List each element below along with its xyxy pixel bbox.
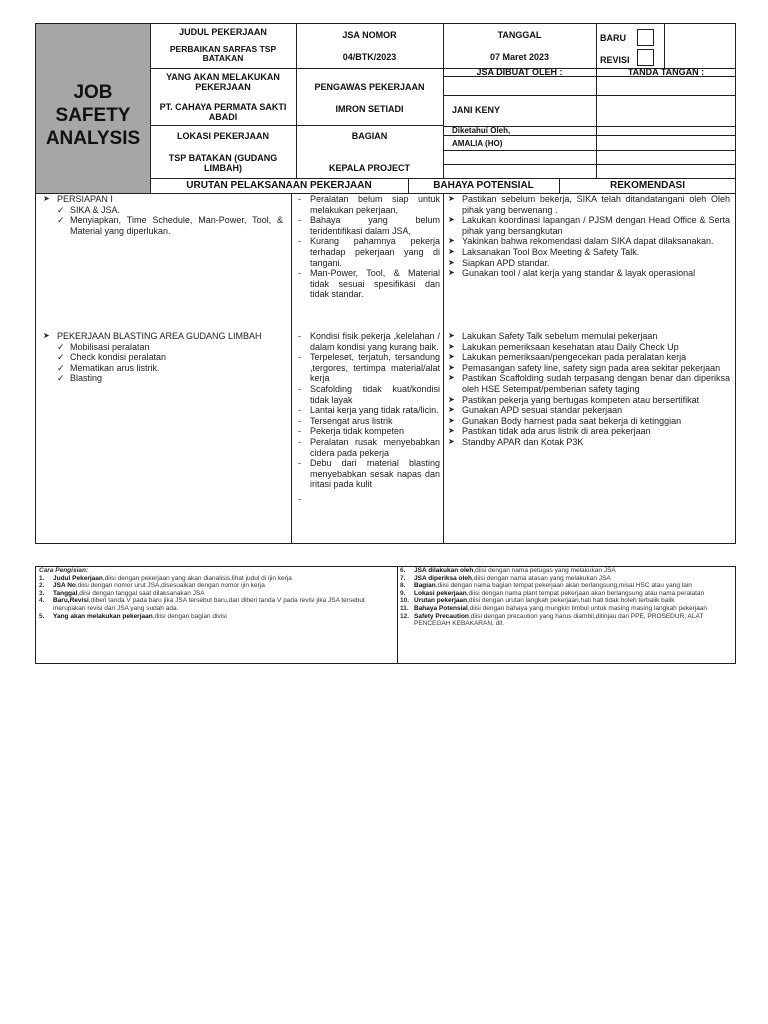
hazard-item <box>296 494 440 504</box>
hazard-item: - Terpeleset, terjatuh, tersandung ,tergores, tertimpa material/alat kerja <box>296 352 440 384</box>
instruction-text: ,diisi dengan urutan langkah pekerjaan,hati hati tidak boleh terbalik balik <box>467 597 675 605</box>
instruction-number: 7. <box>400 574 406 582</box>
substep: ✓ SIKA & JSA. <box>57 205 283 216</box>
lokasi-label: LOKASI PEKERJAAN <box>176 131 269 141</box>
tanggal-value: 07 Maret 2023 <box>489 52 550 62</box>
hazard-item: - Bahaya yang belum teridentifikasi dalam JSA, <box>296 215 440 236</box>
instructions-left <box>39 567 391 620</box>
column-header-rekomendasi: REKOMENDASI <box>609 180 685 191</box>
baru-checkbox[interactable] <box>637 29 654 46</box>
instruction-item <box>39 582 391 590</box>
instruction-text: ,diisi dengan nama petugas yang melakukan JSA <box>473 567 616 574</box>
hazard-list <box>296 331 440 504</box>
revisi-checkbox[interactable] <box>637 49 654 66</box>
instruction-text: ,diisi dengan pekerjaan yang akan dianalisis,lihat judul di ijin kerja <box>102 574 292 582</box>
instruction-item <box>39 597 391 612</box>
dibuat-label: JSA DIBUAT OLEH : <box>476 67 563 77</box>
lokasi-value: TSP BATAKAN (GUDANG LIMBAH) <box>168 153 278 173</box>
recommendation-item: ➤ Pastikan pekerja yang bertugas kompeten atau bersertifikat <box>448 395 730 406</box>
pengawas-label: PENGAWAS PEKERJAAN <box>314 82 425 92</box>
dibuat-value: JANI KENY <box>452 105 501 115</box>
instruction-term: Bahaya Potensial <box>414 604 468 612</box>
instruction-text: ,diisi dengan nama atasan yang melakukan JSA <box>471 574 611 582</box>
instruction-number: 8. <box>400 582 406 590</box>
instruction-number: 12. <box>400 612 410 620</box>
substep: ✓ Mobilisasi peralatan <box>57 342 283 353</box>
recommendation-item: ➤ Laksanakan Tool Box Meeting & Safety Talk. <box>448 247 730 258</box>
recommendation-item: ➤ Pastikan sebelum bekerja, SIKA telah ditandatangani oleh Oleh pihak yang berwenang . <box>448 194 730 215</box>
title-block <box>35 23 151 194</box>
instruction-term: JSA dilakukan oleh <box>414 567 474 574</box>
recommendation-item: ➤ Standby APAR dan Kotak P3K <box>448 437 730 448</box>
recommendation-item: ➤ Lakukan pemeriksaan kesehatan atau Daily Check Up <box>448 342 730 353</box>
instruction-item <box>400 582 730 590</box>
recommendation-item: ➤ Pemasangan safety line, safety sign pada area sekitar pekerjaan <box>448 363 730 374</box>
instructions-right <box>400 567 730 628</box>
column-header-urutan: URUTAN PELAKSANAAN PEKERJAAN <box>186 180 372 191</box>
hazard-item: - Peralatan belum siap untuk melakukan pekerjaan, <box>296 194 440 215</box>
instruction-text: ,diisi dengan nama bagian tempat pekerjaan akan berlangsung,misal HSC atau yang lain <box>435 582 692 590</box>
hazard-item: - Scafolding tidak kuat/kondisi tidak layak <box>296 384 440 405</box>
hazard-item: - Debu dari material blasting menyebabkan sesak napas dan iritasi pada kulit <box>296 458 440 490</box>
instruction-number: 9. <box>400 589 406 597</box>
title-line: JOB <box>73 82 113 103</box>
step-title: ➤ PERSIAPAN I <box>43 194 283 205</box>
instruction-text: ,diisi dengan tanggal saat dilaksanakan JSA <box>77 589 205 597</box>
hazard-item: - Pekerja tidak kompeten <box>296 426 440 437</box>
substep: ✓ Menyiapkan, Time Schedule, Man-Power, Tool, & Material yang diperlukan. <box>57 215 283 236</box>
instruction-term: JSA No <box>53 582 76 590</box>
instruction-item <box>400 597 730 605</box>
jsa-label: JSA NOMOR <box>342 30 397 40</box>
recommendation-item: ➤ Pastikan tidak ada arus listrik di area pekerjaan <box>448 426 730 437</box>
step-cell <box>43 331 283 384</box>
revisi-label: REVISI <box>600 55 630 65</box>
instruction-term: Judul Pekerjaan <box>53 574 103 582</box>
jsa-value: 04/BTK/2023 <box>342 52 397 62</box>
instruction-number: 5. <box>39 612 45 620</box>
pelaksana-label: YANG AKAN MELAKUKAN PEKERJAAN <box>166 72 280 92</box>
pelaksana-value: PT. CAHAYA PERMATA SAKTI ABADI <box>159 102 287 122</box>
step-cell <box>43 194 283 236</box>
instruction-number: 2. <box>39 582 45 590</box>
pengawas-value: IMRON SETIADI <box>335 104 404 114</box>
tanggal-label: TANGGAL <box>497 30 542 40</box>
instruction-text: ,diisi dengan nama plant tempat pekerjaan akan berlangsung atau nama peralatan <box>466 589 705 597</box>
instruction-item <box>39 575 391 583</box>
instruction-item <box>400 567 730 575</box>
instruction-term: Tanggal <box>53 589 78 597</box>
instruction-text: ,diisi dengan nomor urut JSA,disesuaikan dengan nomor ijin kerja <box>75 582 265 590</box>
bagian-label: BAGIAN <box>351 131 388 141</box>
hazard-item: - Man-Power, Tool, & Material tidak sesuai spesifikasi dan tidak standar. <box>296 268 440 300</box>
instruction-text: ,diberi tanda V pada baru jika JSA tersebut baru,dan diberi tanda V pada revisi jika JSA tersebut merupakan revisi dari JSA yang sudah ada. <box>53 597 365 612</box>
substep: ✓ Blasting <box>57 373 283 384</box>
instruction-item <box>400 575 730 583</box>
recommendation-item: ➤ Yakinkan bahwa rekomendasi dalam SIKA dapat dilaksanakan. <box>448 236 730 247</box>
instruction-item <box>400 605 730 613</box>
recommendation-item: ➤ Lakukan koordinasi lapangan / PJSM dengan Head Office & Serta pihak yang bersangkutan <box>448 215 730 236</box>
hazard-item: - Peralatan rusak menyebabkan cidera pada pekerja <box>296 437 440 458</box>
instruction-item <box>400 613 730 628</box>
recommendation-list <box>448 194 730 279</box>
instruction-text: ,diisi dengan precaution yang harus diambil,ditinjau dari PPE, PROSEDUR, ALAT PENCEGAH KEBAKARAN, dll. <box>414 612 704 628</box>
hazard-item: - Kondisi fisik pekerja ,kelelahan / dalam kondisi yang kurang baik. <box>296 331 440 352</box>
instruction-number: 1. <box>39 574 45 582</box>
instruction-number: 3. <box>39 589 45 597</box>
step-title: ➤ PEKERJAAN BLASTING AREA GUDANG LIMBAH <box>43 331 283 342</box>
diketahui-label: Diketahui Oleh, <box>452 126 511 135</box>
instruction-term: Urutan pekerjaan <box>414 597 468 605</box>
instruction-number: 10. <box>400 597 410 605</box>
substep: ✓ Mematikan arus listrik. <box>57 363 283 374</box>
recommendation-item: ➤ Pastikan Scaffolding sudah terpasang dengan benar dan diperiksa oleh HSE Setempat/pemberian safety taging <box>448 373 730 394</box>
instruction-number: 4. <box>39 597 45 605</box>
recommendation-list <box>448 331 730 448</box>
column-header-bahaya: BAHAYA POTENSIAL <box>433 180 534 191</box>
recommendation-item: ➤ Gunakan tool / alat kerja yang standar & layak operasional <box>448 268 730 279</box>
recommendation-item: ➤ Lakukan pemeriksaan/pengecekan pada peralatan kerja <box>448 352 730 363</box>
instruction-text: ,diisi dengan bahaya yang mungkin timbul untuk masing masing langkah pekerjaan <box>467 604 708 612</box>
tanda-tangan-label: TANDA TANGAN : <box>627 67 705 77</box>
diketahui-value: AMALIA (HO) <box>452 139 503 148</box>
instruction-text: ,diisi dengan bagian divisi <box>152 612 227 620</box>
recommendation-item: ➤ Lakukan Safety Talk sebelum memulai pekerjaan <box>448 331 730 342</box>
hazard-item: - Lantai kerja yang tidak rata/licin. <box>296 405 440 416</box>
baru-label: BARU <box>600 33 626 43</box>
hazard-item: - Tersengat arus listrik <box>296 416 440 427</box>
hazard-item: - Kurang pahamnya pekerja terhadap pekerjaan yang di tangani. <box>296 236 440 268</box>
instruction-item <box>400 590 730 598</box>
instruction-item <box>39 590 391 598</box>
instruction-term: Yang akan melakukan pekerjaan <box>53 612 153 620</box>
instruction-term: Safety Precaution <box>414 612 469 620</box>
recommendation-item: ➤ Siapkan APD standar. <box>448 258 730 269</box>
recommendation-item: ➤ Gunakan Body harnest pada saat bekerja di ketinggian <box>448 416 730 427</box>
judul-label: JUDUL PEKERJAAN <box>179 27 267 37</box>
instruction-number: 11. <box>400 604 409 612</box>
instruction-item <box>39 613 391 621</box>
instruction-term: JSA diperiksa oleh <box>414 574 472 582</box>
instruction-term: Lokasi pekerjaan <box>414 589 467 597</box>
hazard-list <box>296 194 440 300</box>
bagian-value: KEPALA PROJECT <box>328 163 410 173</box>
instruction-number: 6. <box>400 567 406 574</box>
title-line: SAFETY <box>55 105 131 126</box>
title-line: ANALYSIS <box>45 128 141 149</box>
substep: ✓ Check kondisi peralatan <box>57 352 283 363</box>
instruction-term: Baru,Revisi <box>53 597 89 605</box>
judul-value: PERBAIKAN SARFAS TSP BATAKAN <box>169 44 277 63</box>
instruction-term: Bagian <box>414 582 436 590</box>
recommendation-item: ➤ Gunakan APD sesuai standar pekerjaan <box>448 405 730 416</box>
instructions-title: Cara Pengisian: <box>39 567 89 574</box>
